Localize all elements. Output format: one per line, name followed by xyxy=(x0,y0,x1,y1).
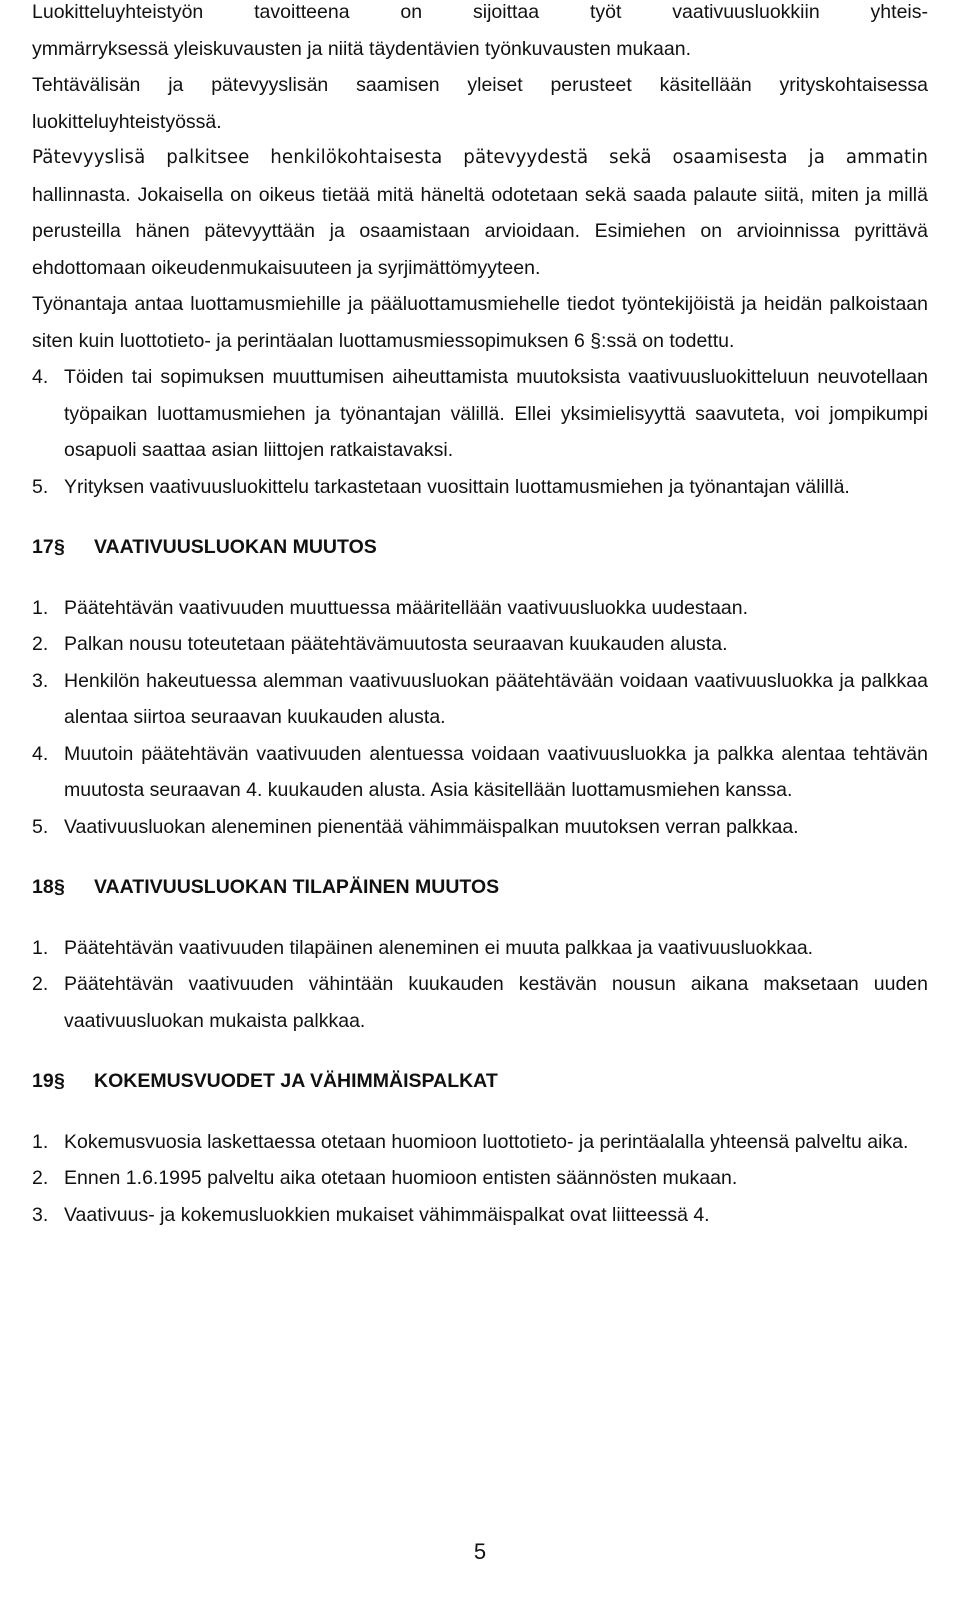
section-heading-19 xyxy=(32,1063,928,1100)
section-heading-17 xyxy=(32,529,928,566)
list-item-number: 4. xyxy=(32,742,49,765)
list-item xyxy=(32,1160,928,1197)
list-item-text: Kokemusvuosia laskettaessa otetaan huomioon luottotieto- ja perintäalalla yhteensä palveltu aika. xyxy=(64,1130,909,1153)
section16-items xyxy=(32,359,928,505)
section-title: KOKEMUSVUODET JA VÄHIMMÄISPALKAT xyxy=(94,1070,498,1092)
list-item xyxy=(32,1124,928,1161)
list-item xyxy=(32,930,928,967)
section-heading-18 xyxy=(32,869,928,906)
list-item xyxy=(32,966,928,1039)
page-number: 5 xyxy=(473,1539,487,1564)
section-number: 19 xyxy=(32,1070,54,1092)
list-item-number: 2. xyxy=(32,633,49,655)
list-item-number: 3. xyxy=(32,1203,49,1226)
intro-paragraph-1a: Luokitteluyhteistyön tavoitteena on sijoittaa työt vaativuusluokkiin yhteis- xyxy=(32,1,928,23)
list-item-number: 2. xyxy=(32,973,49,995)
section-symbol: § xyxy=(54,1070,65,1092)
list-item-number: 5. xyxy=(32,815,49,838)
section19-items xyxy=(32,1124,928,1234)
list-item-text: Töiden tai sopimuksen muuttumisen aiheuttamista muutoksista vaativuusluokitteluun neuvotellaan työpaikan luottamusmiehen ja työnantajan välillä. Ellei yksimielisyyttä saavuteta, voi jompikumpi osapuoli saattaa asian liittojen ratkaistavaksi. xyxy=(64,366,928,461)
list-item xyxy=(32,359,928,469)
list-item-text: Henkilön hakeutuessa alemman vaativuusluokan päätehtävään voidaan vaativuusluokka ja palkkaa alentaa siirtoa seuraavan kuukauden alusta. xyxy=(64,669,928,728)
list-item-text: Yrityksen vaativuusluokittelu tarkastetaan vuosittain luottamusmiehen ja työnantajan välillä. xyxy=(64,475,850,498)
list-item xyxy=(32,809,928,846)
section-title: VAATIVUUSLUOKAN TILAPÄINEN MUUTOS xyxy=(94,876,500,898)
list-item xyxy=(32,1197,928,1234)
list-item xyxy=(32,469,928,506)
list-item-number: 1. xyxy=(32,1130,49,1153)
list-item-text: Vaativuusluokan aleneminen pienentää vähimmäispalkan muutoksen verran palkkaa. xyxy=(64,815,799,838)
section17-items xyxy=(32,590,928,846)
list-item-text: Päätehtävän vaativuuden tilapäinen aleneminen ei muuta palkkaa ja vaativuusluokkaa. xyxy=(64,936,814,959)
list-item xyxy=(32,590,928,627)
intro-paragraph-2: Tehtävälisän ja pätevyyslisän saamisen yleiset perusteet käsitellään yrityskohtaisessa luokitteluyhteistyössä. xyxy=(32,74,928,133)
section-number: 18 xyxy=(32,876,54,898)
list-item-text: Muutoin päätehtävän vaativuuden alentuessa voidaan vaativuusluokka ja palkka alentaa tehtävän muutosta seuraavan 4. kuukauden alusta. Asia käsitellään luottamusmiehen kanssa. xyxy=(64,742,928,801)
section18-items xyxy=(32,930,928,1040)
list-item-number: 1. xyxy=(32,596,49,619)
section-number: 17 xyxy=(32,536,54,558)
list-item xyxy=(32,736,928,809)
intro-paragraph-3a: Pätevyyslisä palkitsee henkilökohtaisesta pätevyydestä sekä osaamisesta ja ammatin xyxy=(32,147,928,168)
list-item-number: 5. xyxy=(32,475,49,498)
list-item-text: Vaativuus- ja kokemusluokkien mukaiset vähimmäispalkat ovat liitteessä 4. xyxy=(64,1203,710,1226)
list-item-text: Palkan nousu toteutetaan päätehtävämuutosta seuraavan kuukauden alusta. xyxy=(64,633,728,655)
list-item-text: Päätehtävän vaativuuden vähintään kuukauden kestävän nousun aikana maksetaan uuden vaativuusluokan mukaista palkkaa. xyxy=(64,973,928,1032)
section-title: VAATIVUUSLUOKAN MUUTOS xyxy=(94,536,377,558)
list-item-number: 2. xyxy=(32,1167,49,1189)
section-symbol: § xyxy=(54,876,65,898)
list-item-number: 3. xyxy=(32,669,49,692)
list-item xyxy=(32,663,928,736)
intro-paragraph-4: Työnantaja antaa luottamusmiehille ja pääluottamusmiehelle tiedot työntekijöistä ja heidän palkoistaan siten kuin luottotieto- ja perintäalan luottamusmiessopimuksen 6 §:ssä on todettu. xyxy=(32,293,928,352)
list-item-text: Ennen 1.6.1995 palveltu aika otetaan huomioon entisten säännösten mukaan. xyxy=(64,1167,738,1189)
list-item-number: 4. xyxy=(32,366,49,388)
section-symbol: § xyxy=(54,536,65,558)
list-item xyxy=(32,626,928,663)
list-item-number: 1. xyxy=(32,936,49,959)
intro-paragraph-3b: hallinnasta. Jokaisella on oikeus tietää mitä häneltä odotetaan sekä saada palaute siitä, miten ja millä perusteilla hänen pätevyyttään ja osaamistaan arvioidaan. Esimiehen on arvioinnissa pyrittävä ehdottomaan oikeudenmukaisuuteen ja syrjimättömyyteen. xyxy=(32,183,928,279)
intro-section xyxy=(32,0,928,359)
list-item-text: Päätehtävän vaativuuden muuttuessa määritellään vaativuusluokka uudestaan. xyxy=(64,596,749,619)
intro-paragraph-1b: ymmärryksessä yleiskuvausten ja niitä täydentävien työnkuvausten mukaan. xyxy=(32,37,691,60)
